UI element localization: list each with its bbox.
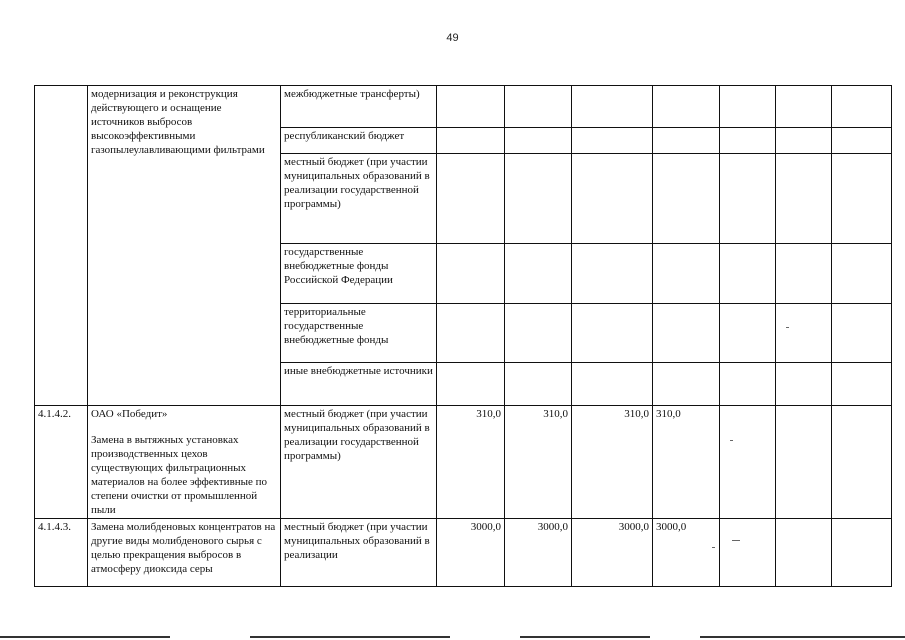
value-cell (776, 86, 832, 128)
value-cell (776, 363, 832, 406)
value-cell (720, 128, 776, 154)
scan-edge-line (700, 636, 905, 638)
measure-organization: ОАО «Победит» (91, 408, 168, 420)
value-cell (572, 363, 653, 406)
value-cell (572, 154, 653, 244)
value-cell (720, 86, 776, 128)
value-cell: 310,0 (572, 406, 653, 519)
scan-edge-line (0, 636, 170, 638)
value-cell (437, 363, 505, 406)
value-cell (720, 406, 776, 519)
value-cell (505, 86, 572, 128)
value-cell: 3000,0 (572, 519, 653, 587)
value-cell (776, 154, 832, 244)
value-cell (720, 154, 776, 244)
value-cell (776, 406, 832, 519)
value-cell (776, 304, 832, 363)
value-cell (832, 154, 892, 244)
value-cell: 310,0 (437, 406, 505, 519)
value-cell (572, 128, 653, 154)
value-cell (505, 154, 572, 244)
value-cell (437, 244, 505, 304)
budget-table (34, 85, 892, 587)
funding-source: межбюджетные трансферты) (281, 86, 437, 128)
table-row (35, 86, 892, 128)
scan-edge-line (250, 636, 450, 638)
value-cell (776, 128, 832, 154)
value-cell: 3000,0 (437, 519, 505, 587)
value-cell (437, 128, 505, 154)
funding-source: республиканский бюджет (281, 128, 437, 154)
value-cell (832, 304, 892, 363)
measure-title: Замена молибденовых концентратов на другие виды молибденового сырья с целью прекращения выбросов в атмосферу диоксида серы (88, 519, 281, 587)
scan-edge-line (520, 636, 650, 638)
value-cell (832, 86, 892, 128)
measure-title: модернизация и реконструкция действующего и оснащение источников выбросов высокоэффективными газопылеулавливающими фильтрами (88, 86, 281, 406)
value-cell (572, 86, 653, 128)
value-cell (437, 86, 505, 128)
value-cell (720, 244, 776, 304)
value-cell (653, 154, 720, 244)
value-cell (505, 304, 572, 363)
value-cell: 3000,0 (505, 519, 572, 587)
measure-description (88, 406, 281, 519)
funding-source: местный бюджет (при участии муниципальных образований в реализации (281, 519, 437, 587)
value-cell (832, 519, 892, 587)
value-cell (832, 406, 892, 519)
scan-speck (730, 440, 733, 441)
funding-source: иные внебюджетные источники (281, 363, 437, 406)
scan-speck (712, 547, 715, 548)
value-cell (437, 154, 505, 244)
funding-source: государственные внебюджетные фонды Российской Федерации (281, 244, 437, 304)
value-cell (505, 128, 572, 154)
value-cell (720, 304, 776, 363)
value-cell (505, 363, 572, 406)
value-cell (776, 244, 832, 304)
measure-number: 4.1.4.3. (35, 519, 88, 587)
value-cell (505, 244, 572, 304)
funding-source: местный бюджет (при участии муниципальных образований в реализации государственной программы) (281, 154, 437, 244)
scan-speck (732, 540, 740, 541)
measure-title: Замена в вытяжных установках производственных цехов существующих фильтрационных материалов на более эффективные по степени очистки от промышленной пыли (91, 434, 268, 516)
value-cell (832, 363, 892, 406)
value-cell (720, 363, 776, 406)
value-cell (832, 244, 892, 304)
value-cell (776, 519, 832, 587)
value-cell (653, 128, 720, 154)
scan-speck (786, 327, 789, 328)
funding-source: местный бюджет (при участии муниципальных образований в реализации государственной программы) (281, 406, 437, 519)
value-cell: 310,0 (653, 406, 720, 519)
table-row (35, 406, 892, 519)
value-cell (653, 304, 720, 363)
value-cell: 310,0 (505, 406, 572, 519)
value-cell (720, 519, 776, 587)
page-number: 49 (446, 32, 459, 44)
funding-source: территориальные государственные внебюджетные фонды (281, 304, 437, 363)
measure-number: 4.1.4.2. (35, 406, 88, 519)
measure-number (35, 86, 88, 406)
value-cell (572, 244, 653, 304)
value-cell: 3000,0 (653, 519, 720, 587)
value-cell (832, 128, 892, 154)
value-cell (437, 304, 505, 363)
value-cell (572, 304, 653, 363)
value-cell (653, 86, 720, 128)
value-cell (653, 363, 720, 406)
value-cell (653, 244, 720, 304)
table-row (35, 519, 892, 587)
